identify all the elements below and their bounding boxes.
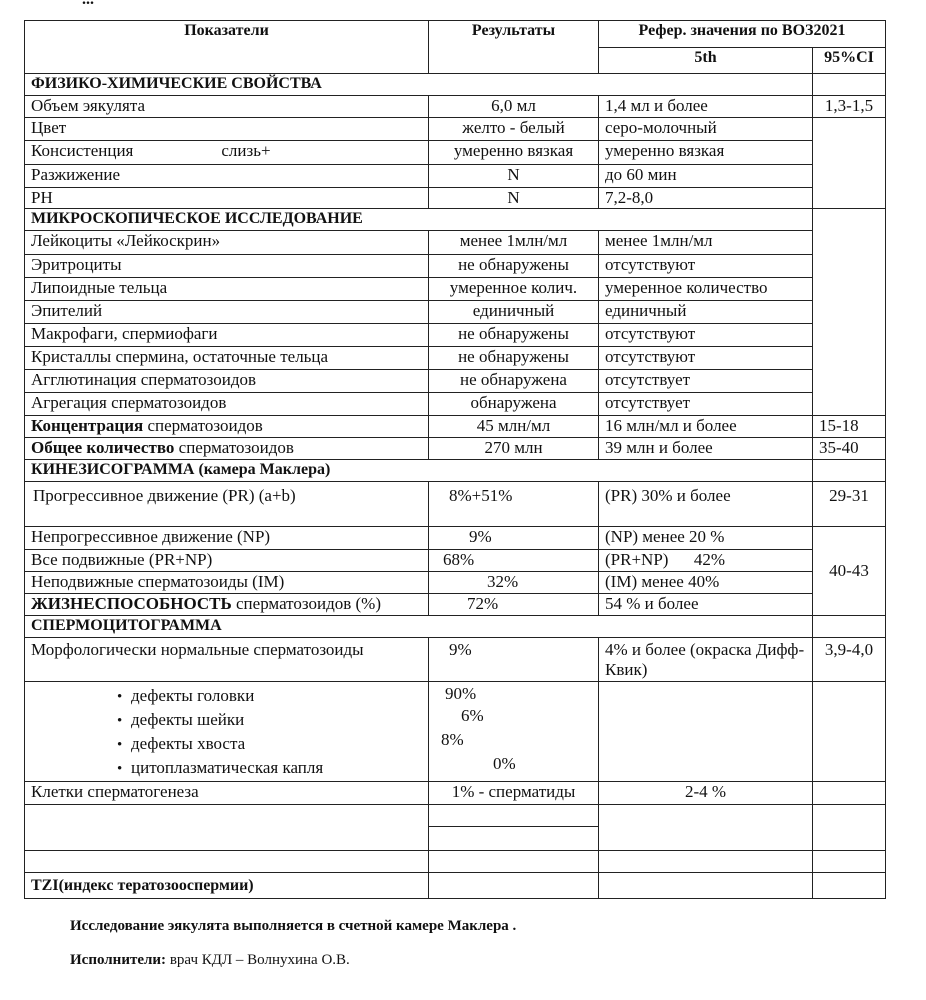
table-row: Лейкоциты «Лейкоскрин» менее 1млн/мл менее 1млн/мл (25, 231, 886, 255)
section-row (25, 616, 886, 638)
table-row: Морфологически нормальные сперматозоиды 9% 4% и более (окраска Дифф- Квик) 3,9-4,0 (25, 638, 886, 682)
defects-list (31, 684, 422, 780)
section-kinesis: КИНЕЗИСОГРАММА (камера Маклера) (25, 460, 813, 482)
table-row: Агглютинация сперматозоидов не обнаружена отсутствует (25, 370, 886, 393)
list-item: • дефекты головки (117, 684, 422, 708)
cut-off-header-text (82, 0, 94, 9)
table-row: Неподвижные сперматозоиды (IM) 32% (IM) менее 40% (25, 572, 886, 594)
header-95ci: 95%CI (813, 48, 886, 74)
list-item: • дефекты хвоста (117, 732, 422, 756)
table-row: Эпителий единичный единичный (25, 301, 886, 324)
table-row: PH N 7,2-8,0 (25, 188, 886, 209)
table-row: Объем эякулята 6,0 мл 1,4 мл и более 1,3-1,5 (25, 96, 886, 118)
list-item: • дефекты шейки (117, 708, 422, 732)
table-row: Прогрессивное движение (PR) (a+b) 8%+51% (PR) 30% и более 29-31 (25, 482, 886, 527)
list-item: • цитоплазматическая капля (117, 756, 422, 780)
table-row: Клетки сперматогенеза 1% - сперматиды 2-4 % (25, 782, 886, 805)
table-row: Цвет желто - белый серо-молочный (25, 118, 886, 141)
section-micro: МИКРОСКОПИЧЕСКОЕ ИССЛЕДОВАНИЕ (25, 209, 813, 231)
table-row: Макрофаги, спермиофаги не обнаружены отсутствуют (25, 324, 886, 347)
table-row: Общее количество сперматозоидов 270 млн 39 млн и более 35-40 (25, 438, 886, 460)
table-row: Агрегация сперматозоидов обнаружена отсутствует (25, 393, 886, 416)
table-row: Все подвижные (PR+NP) 68% (PR+NP) 42% (25, 550, 886, 572)
table-row: Разжижение N до 60 мин (25, 165, 886, 188)
method-note: Исследование эякулята выполняется в счетной камере Маклера . (70, 918, 517, 934)
table-row: Непрогрессивное движение (NP) 9% (NP) менее 20 % 40-43 (25, 527, 886, 550)
section-spermo: СПЕРМОЦИТОГРАММА (25, 616, 813, 638)
table-row: Эритроциты не обнаружены отсутствуют (25, 255, 886, 278)
tzi-label: TZI(индекс тератозооспермии) (25, 873, 429, 899)
table-row: Концентрация сперматозоидов 45 млн/мл 16 млн/мл и более 15-18 (25, 416, 886, 438)
consistency-note: слизь+ (221, 141, 271, 160)
executor-line: Исполнители: врач КДЛ – Волнухина О.В. (70, 952, 350, 968)
table-row: Кристаллы спермина, остаточные тельца не обнаружены отсутствуют (25, 347, 886, 370)
section-row (25, 74, 886, 96)
section-row (25, 460, 886, 482)
table-row: ЖИЗНЕСПОСОБНОСТЬ сперматозоидов (%) 72% 54 % и более (25, 594, 886, 616)
semen-analysis-table (24, 20, 886, 899)
header-indicators: Показатели (25, 21, 429, 74)
table-row: Липоидные тельца умеренное колич. умеренное количество (25, 278, 886, 301)
table-row: Консистенция слизь+ умеренно вязкая умеренно вязкая (25, 141, 886, 165)
header-reference: Рефер. значения по ВОЗ2021 (599, 21, 886, 48)
defects-row: • дефекты головки • дефекты шейки • дефекты хвоста • цитоплазматическая капля 90% 6% 8% 0% (25, 682, 886, 782)
header-results: Результаты (429, 21, 599, 74)
section-physchem: ФИЗИКО-ХИМИЧЕСКИЕ СВОЙСТВА (25, 74, 813, 96)
section-row (25, 209, 886, 231)
header-5th: 5th (599, 48, 813, 74)
